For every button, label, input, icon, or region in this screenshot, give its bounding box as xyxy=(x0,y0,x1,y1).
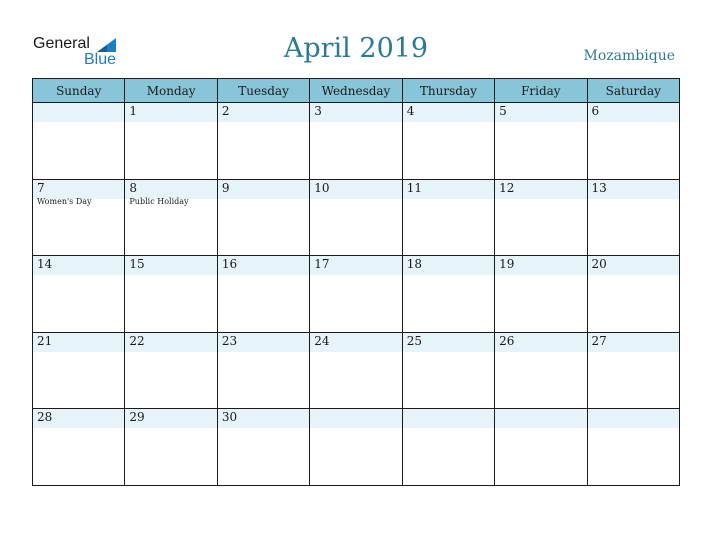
day-number xyxy=(495,409,586,428)
day-cell[interactable] xyxy=(217,256,309,333)
calendar-week-row xyxy=(33,179,680,256)
day-cell[interactable] xyxy=(33,179,125,256)
day-cell[interactable] xyxy=(495,103,587,180)
country-name: Mozambique xyxy=(583,48,675,64)
day-number: 17 xyxy=(310,256,401,275)
day-cell[interactable] xyxy=(495,332,587,409)
day-number: 20 xyxy=(588,256,679,275)
day-number: 28 xyxy=(33,409,124,428)
weekday-tuesday: Tuesday xyxy=(217,79,309,103)
day-cell[interactable] xyxy=(495,256,587,333)
logo-word-general: General xyxy=(33,35,90,52)
weekday-saturday: Saturday xyxy=(587,79,679,103)
calendar-week-row xyxy=(33,409,680,486)
day-number: 9 xyxy=(218,180,309,199)
day-cell[interactable] xyxy=(125,332,217,409)
weekday-thursday: Thursday xyxy=(402,79,494,103)
day-cell[interactable] xyxy=(402,103,494,180)
day-cell[interactable] xyxy=(402,256,494,333)
day-cell[interactable] xyxy=(402,179,494,256)
day-cell[interactable] xyxy=(217,332,309,409)
day-number: 29 xyxy=(125,409,216,428)
day-cell[interactable] xyxy=(33,103,125,180)
day-cell[interactable] xyxy=(310,256,402,333)
day-cell[interactable] xyxy=(217,179,309,256)
day-number: 15 xyxy=(125,256,216,275)
weekday-header-row xyxy=(33,79,680,103)
day-number xyxy=(588,409,679,428)
day-cell[interactable] xyxy=(33,332,125,409)
day-cell[interactable] xyxy=(587,332,679,409)
day-number: 1 xyxy=(125,103,216,122)
holiday-label: Public Holiday xyxy=(129,196,189,206)
day-number: 10 xyxy=(310,180,401,199)
day-cell[interactable] xyxy=(495,409,587,486)
weekday-friday: Friday xyxy=(495,79,587,103)
day-cell[interactable] xyxy=(310,409,402,486)
day-number: 12 xyxy=(495,180,586,199)
day-cell[interactable] xyxy=(125,256,217,333)
day-number: 7 xyxy=(33,180,124,199)
day-number xyxy=(403,409,494,428)
day-cell[interactable] xyxy=(33,409,125,486)
day-cell[interactable] xyxy=(310,332,402,409)
weekday-monday: Monday xyxy=(125,79,217,103)
day-number: 4 xyxy=(403,103,494,122)
calendar-week-row xyxy=(33,103,680,180)
day-number: 23 xyxy=(218,333,309,352)
day-cell[interactable] xyxy=(217,103,309,180)
day-number xyxy=(33,103,124,122)
weekday-sunday: Sunday xyxy=(33,79,125,103)
day-cell[interactable] xyxy=(125,409,217,486)
logo-word-blue: Blue xyxy=(84,51,117,68)
day-number: 11 xyxy=(403,180,494,199)
calendar-body xyxy=(33,103,680,486)
day-number: 24 xyxy=(310,333,401,352)
day-cell[interactable] xyxy=(310,179,402,256)
day-cell[interactable] xyxy=(402,409,494,486)
day-cell[interactable] xyxy=(217,409,309,486)
weekday-wednesday: Wednesday xyxy=(310,79,402,103)
day-number: 2 xyxy=(218,103,309,122)
calendar-grid xyxy=(32,78,680,486)
day-number: 18 xyxy=(403,256,494,275)
day-number: 22 xyxy=(125,333,216,352)
day-number: 3 xyxy=(310,103,401,122)
day-number: 13 xyxy=(588,180,679,199)
day-cell[interactable] xyxy=(495,179,587,256)
holiday-label: Women's Day xyxy=(37,196,92,206)
day-number: 19 xyxy=(495,256,586,275)
day-cell[interactable] xyxy=(587,179,679,256)
calendar-week-row xyxy=(33,332,680,409)
day-cell[interactable] xyxy=(310,103,402,180)
day-number: 16 xyxy=(218,256,309,275)
day-number: 26 xyxy=(495,333,586,352)
day-cell[interactable] xyxy=(587,103,679,180)
day-cell[interactable] xyxy=(402,332,494,409)
page-title: April 2019 xyxy=(283,33,429,64)
day-number: 27 xyxy=(588,333,679,352)
day-number: 6 xyxy=(588,103,679,122)
day-cell[interactable] xyxy=(125,179,217,256)
day-number: 21 xyxy=(33,333,124,352)
day-number: 14 xyxy=(33,256,124,275)
day-cell[interactable] xyxy=(125,103,217,180)
day-number xyxy=(310,409,401,428)
day-number: 25 xyxy=(403,333,494,352)
calendar-week-row xyxy=(33,256,680,333)
day-cell[interactable] xyxy=(587,256,679,333)
day-cell[interactable] xyxy=(587,409,679,486)
day-number: 5 xyxy=(495,103,586,122)
day-cell[interactable] xyxy=(33,256,125,333)
day-number: 8 xyxy=(125,180,216,199)
day-number: 30 xyxy=(218,409,309,428)
